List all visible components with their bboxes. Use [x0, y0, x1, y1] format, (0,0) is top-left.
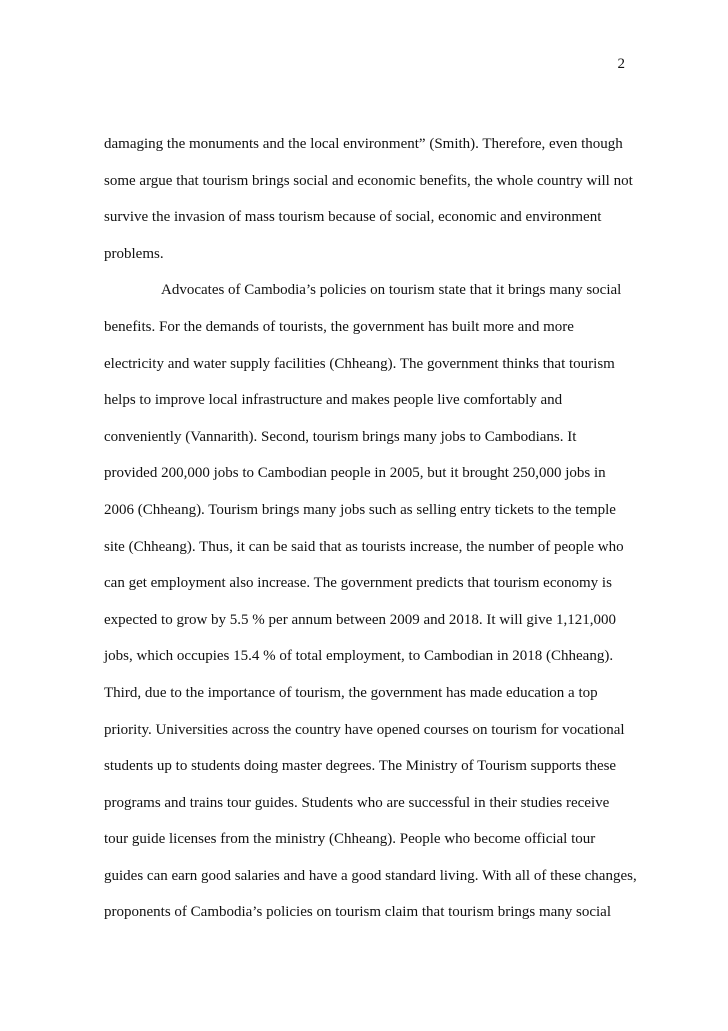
text-line: expected to grow by 5.5 % per annum between 2009 and 2018. It will give 1,121,000	[104, 611, 616, 628]
text-line: proponents of Cambodia’s policies on tourism claim that tourism brings many social	[104, 904, 612, 921]
text-line: tour guide licenses from the ministry (Chheang). People who become official tour	[104, 831, 596, 848]
text-line: problems.	[104, 245, 164, 262]
text-line: benefits. For the demands of tourists, the government has built more and more	[104, 318, 574, 335]
text-line: provided 200,000 jobs to Cambodian people in 2005, but it brought 250,000 jobs in	[104, 465, 606, 482]
text-line: students up to students doing master degrees. The Ministry of Tourism supports these	[104, 758, 617, 775]
text-line: Third, due to the importance of tourism, the government has made education a top	[104, 684, 598, 701]
text-line: guides can earn good salaries and have a good standard living. With all of these changes,	[104, 867, 637, 884]
text-line: survive the invasion of mass tourism because of social, economic and environment	[104, 209, 602, 226]
text-line: programs and trains tour guides. Students who are successful in their studies receive	[104, 794, 610, 811]
text-line: can get employment also increase. The government predicts that tourism economy is	[104, 575, 612, 592]
text-line: 2006 (Chheang). Tourism brings many jobs such as selling entry tickets to the temple	[104, 501, 616, 518]
text-line: jobs, which occupies 15.4 % of total employment, to Cambodian in 2018 (Chheang).	[104, 648, 614, 665]
text-line: conveniently (Vannarith). Second, tourism brings many jobs to Cambodians. It	[104, 428, 577, 445]
text-line: some argue that tourism brings social and economic benefits, the whole country will not	[104, 172, 633, 189]
paragraph-first-line: Advocates of Cambodia’s policies on tourism state that it brings many social	[161, 282, 622, 299]
page-number: 2	[617, 56, 625, 72]
text-line: helps to improve local infrastructure and makes people live comfortably and	[104, 392, 563, 409]
text-line: electricity and water supply facilities (Chheang). The government thinks that tourism	[104, 355, 615, 372]
text-line: site (Chheang). Thus, it can be said that as tourists increase, the number of people who	[104, 538, 624, 555]
body-text	[104, 133, 637, 938]
text-line: priority. Universities across the country have opened courses on tourism for vocational	[104, 721, 625, 738]
text-line: damaging the monuments and the local environment” (Smith). Therefore, even though	[104, 136, 623, 152]
